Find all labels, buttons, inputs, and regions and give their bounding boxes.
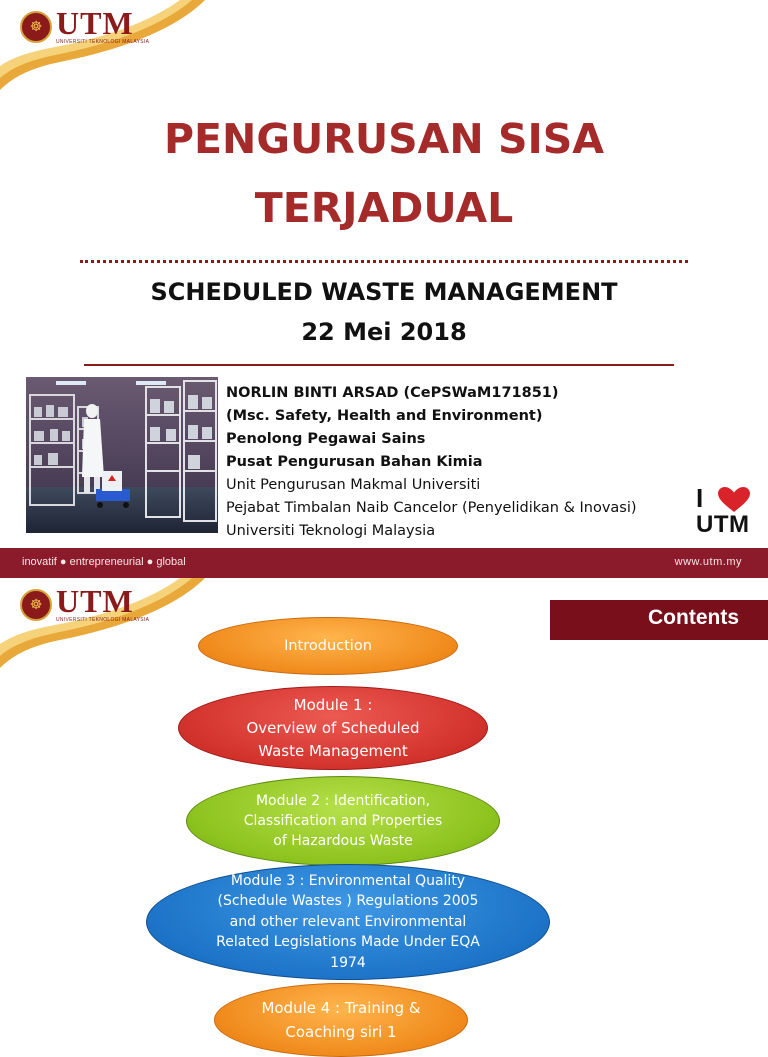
logo-wordmark: UTM — [56, 583, 134, 619]
item-line: Overview of Scheduled — [246, 718, 420, 737]
solid-divider — [84, 364, 674, 366]
utm-logo — [20, 583, 150, 623]
item-line: and other relevant Environmental — [229, 913, 467, 930]
item-line: of Hazardous Waste — [273, 833, 413, 849]
chemical-store-photo — [26, 377, 218, 533]
utm-logo — [20, 5, 150, 45]
item-line: Module 3 : Environmental Quality — [230, 872, 466, 889]
item-line: Module 2 : Identification, — [255, 793, 431, 809]
contents-item-module-2[interactable] — [186, 776, 500, 866]
presentation-date: 22 Mei 2018 — [301, 318, 467, 346]
author-qualification: (Msc. Safety, Health and Environment) — [226, 408, 543, 424]
footer-bar — [0, 548, 768, 578]
contents-header-label: Contents — [648, 606, 739, 629]
footer-website[interactable]: www.utm.my — [674, 556, 742, 568]
author-name: NORLIN BINTI ARSAD (CePSWaM171851) — [226, 385, 559, 401]
title-line-2: TERJADUAL — [254, 184, 514, 232]
contents-item-module-1[interactable] — [178, 686, 488, 770]
author-centre: Pusat Pengurusan Bahan Kimia — [226, 454, 483, 470]
contents-item-module-3[interactable] — [146, 864, 550, 980]
contents-slide — [0, 578, 768, 1041]
author-unit: Unit Pengurusan Makmal Universiti — [226, 477, 481, 493]
logo-subtitle: UNIVERSITI TEKNOLOGI MALAYSIA — [56, 617, 150, 623]
author-university: Universiti Teknologi Malaysia — [226, 523, 436, 539]
utm-crest-icon: ☸ — [20, 589, 52, 621]
item-line: Coaching siri 1 — [285, 1023, 397, 1041]
footer-tagline: inovatif ● entrepreneurial ● global — [22, 556, 186, 568]
item-line: Module 4 : Training & — [261, 999, 421, 1017]
dotted-divider — [80, 260, 688, 263]
subtitle-english: SCHEDULED WASTE MANAGEMENT — [150, 278, 618, 306]
item-line: Waste Management — [258, 741, 408, 760]
logo-wordmark: UTM — [56, 5, 134, 41]
item-line: Related Legislations Made Under EQA — [216, 934, 480, 951]
badge-name: UTM — [696, 511, 750, 538]
item-line: Module 1 : — [293, 695, 373, 714]
heart-icon — [718, 487, 750, 513]
author-position: Penolong Pegawai Sains — [226, 431, 426, 447]
title-line-1: PENGURUSAN SISA — [163, 115, 605, 163]
item-line: Introduction — [284, 638, 372, 654]
author-office: Pejabat Timbalan Naib Cancelor (Penyelidikan & Inovasi) — [226, 500, 637, 516]
item-line: Classification and Properties — [243, 813, 443, 829]
item-line: (Schedule Wastes ) Regulations 2005 — [217, 893, 479, 910]
item-line: 1974 — [330, 954, 366, 971]
badge-prefix: I — [696, 483, 704, 513]
contents-header — [550, 600, 768, 640]
author-block — [226, 382, 637, 543]
contents-item-introduction[interactable] — [198, 617, 458, 675]
logo-subtitle: UNIVERSITI TEKNOLOGI MALAYSIA — [56, 39, 150, 45]
contents-item-module-4[interactable] — [214, 983, 468, 1057]
utm-crest-icon: ☸ — [20, 11, 52, 43]
